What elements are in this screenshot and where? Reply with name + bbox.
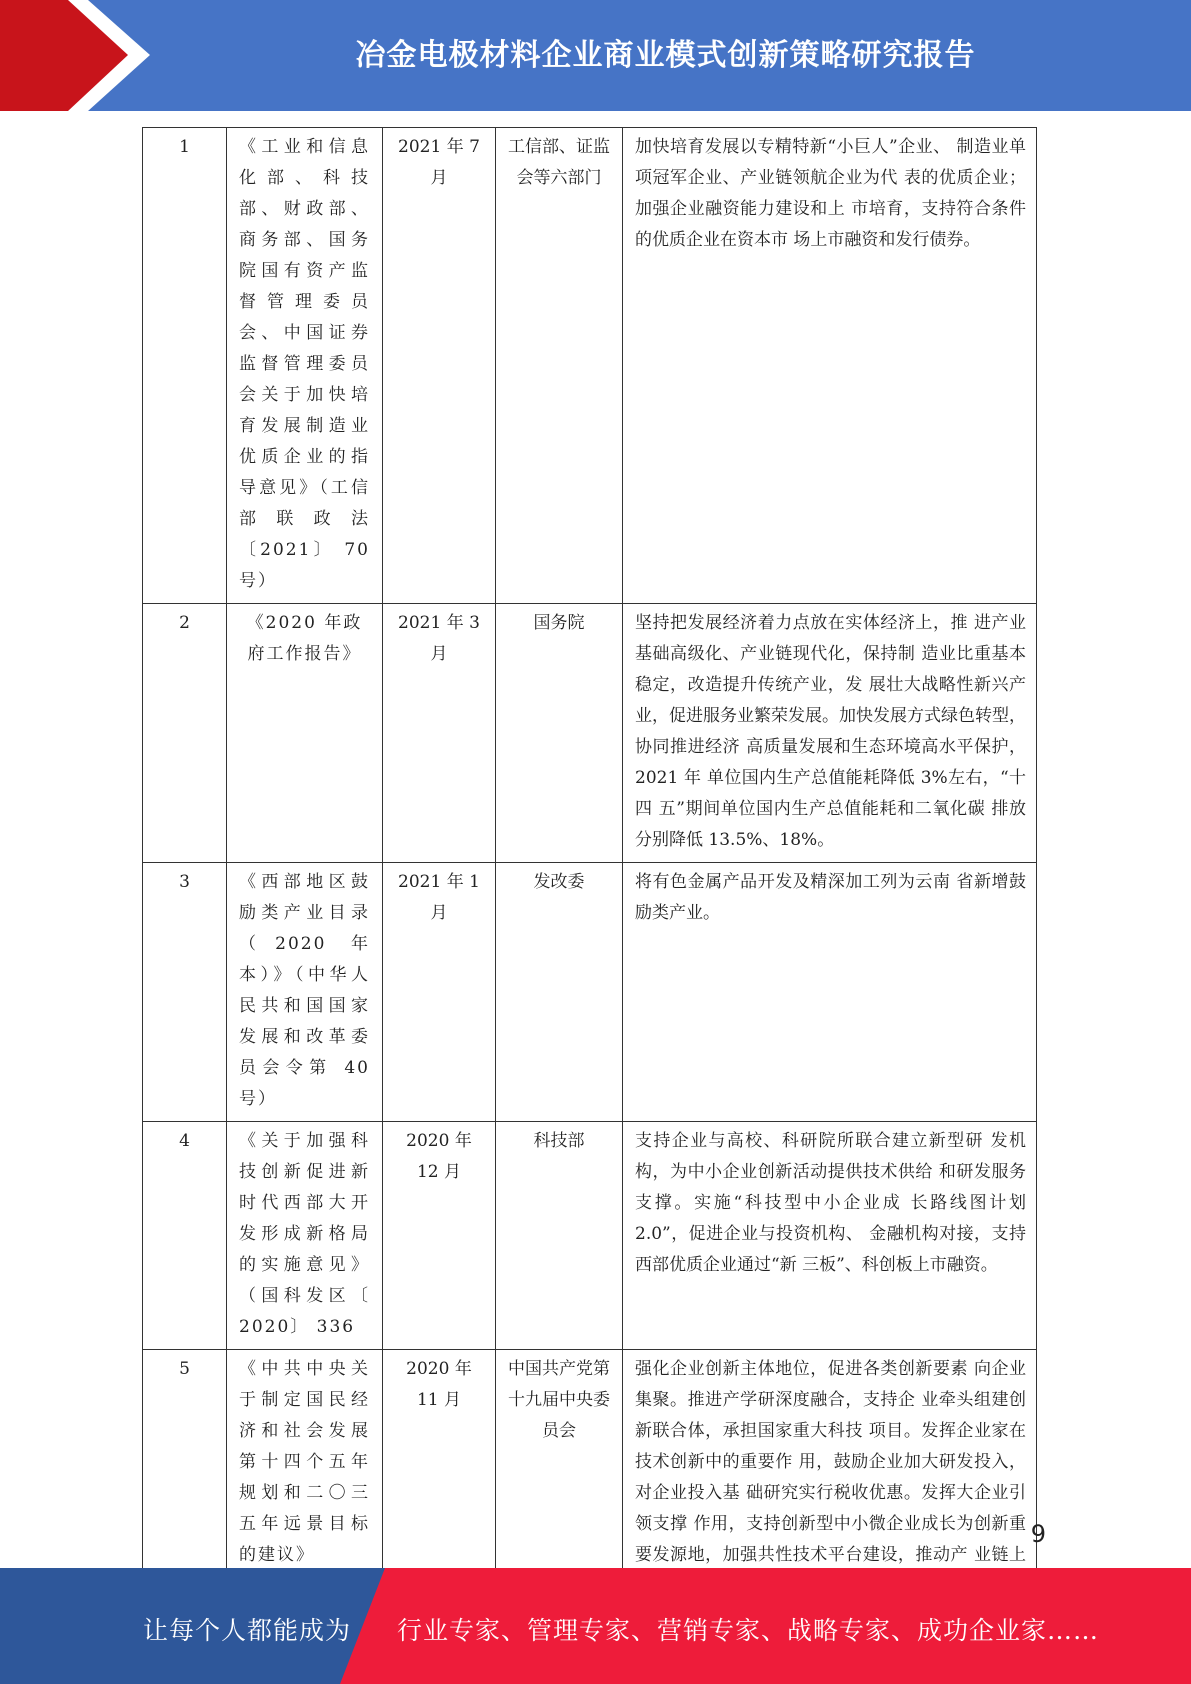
policy-content: 坚持把发展经济着力点放在实体经济上，推 进产业基础高级化、产业链现代化，保持制 造业比重基本稳定，改造提升传统产业，发 展壮大战略性新兴产业，促进服务业繁荣发展。加快发展方式绿色转型，协同推进经济 高质量发展和生态环境高水平保护，2021 年 单位国内生产总值能耗降低 3%左右，“十四 五”期间单位国内生产总值能耗和二氧化碳 排放分别降低 13.5%、18%。 — [623, 604, 1037, 863]
table-row — [143, 128, 1037, 604]
footer-banner — [0, 1568, 1191, 1684]
page-number: 9 — [1030, 1520, 1046, 1548]
footer-slogan-right: 行业专家、管理专家、营销专家、战略专家、成功企业家…… — [397, 1616, 1100, 1645]
table-row — [143, 604, 1037, 863]
issue-date: 2020 年 12 月 — [383, 1122, 496, 1350]
row-number: 3 — [143, 863, 227, 1122]
issue-date: 2020 年 11 月 — [383, 1350, 496, 1632]
policy-content: 支持企业与高校、科研院所联合建立新型研 发机构，为中小企业创新活动提供技术供给 和研发服务支撑。实施“科技型中小企业成 长路线图计划 2.0”，促进企业与投资机构、 金融机构对接，支持西部优质企业通过“新 三板”、科创板上市融资。 — [623, 1122, 1037, 1350]
table-row — [143, 1122, 1037, 1350]
issuing-department: 科技部 — [496, 1122, 623, 1350]
issue-date: 2021 年 3 月 — [383, 604, 496, 863]
policy-name: 《中共中央关于制定国民经济和社会发展第十四个五年规划和二〇三五年远景目标的建议》 — [227, 1350, 383, 1632]
row-number: 1 — [143, 128, 227, 604]
issue-date: 2021 年 1 月 — [383, 863, 496, 1122]
policy-content: 强化企业创新主体地位，促进各类创新要素 向企业集聚。推进产学研深度融合，支持企 业牵头组建创新联合体，承担国家重大科技 项目。发挥企业家在技术创新中的重要作 用，鼓励企业加大研发投入，对企业投入基 础研究实行税收优惠。发挥大企业引领支撑 作用，支持创新型中小微企业成长为创新重 要发源地，加强共性技术平台建设，推动产 业链上 — [623, 1350, 1037, 1632]
issue-date: 2021 年 7 月 — [383, 128, 496, 604]
policy-name: 《2020 年政府工作报告》 — [227, 604, 383, 863]
policy-content: 加快培育发展以专精特新“小巨人”企业、 制造业单项冠军企业、产业链领航企业为代 表的优质企业；加强企业融资能力建设和上 市培育，支持符合条件的优质企业在资本市 场上市融资和发行债券。 — [623, 128, 1037, 604]
issuing-department: 中国共产党第十九届中央委员会 — [496, 1350, 623, 1632]
row-number: 4 — [143, 1122, 227, 1350]
row-number: 5 — [143, 1350, 227, 1632]
policy-table — [142, 127, 1037, 1632]
row-number: 2 — [143, 604, 227, 863]
issuing-department: 发改委 — [496, 863, 623, 1122]
header-banner — [0, 0, 1191, 111]
policy-name: 《西部地区鼓励类产业目录（2020 年本）》（中华人民共和国国家发展和改革委员会令第 40 号） — [227, 863, 383, 1122]
issuing-department: 工信部、证监会等六部门 — [496, 128, 623, 604]
policy-name: 《工业和信息化部、科技部、财政部、商务部、国务院国有资产监督管理委员会、中国证券监督管理委员会关于加快培育发展制造业优质企业的指导意见》（工信部联政法〔2021〕 70 号） — [227, 128, 383, 604]
report-title: 冶金电极材料企业商业模式创新策略研究报告 — [355, 38, 976, 73]
footer-slogan-left: 让每个人都能成为 — [143, 1616, 352, 1645]
policy-name: 《关于加强科技创新促进新时代西部大开发形成新格局的实施意见》（国科发区〔 2020〕 336 — [227, 1122, 383, 1350]
red-arrow-icon — [0, 0, 140, 111]
issuing-department: 国务院 — [496, 604, 623, 863]
policy-content: 将有色金属产品开发及精深加工列为云南 省新增鼓励类产业。 — [623, 863, 1037, 1122]
table-row — [143, 863, 1037, 1122]
